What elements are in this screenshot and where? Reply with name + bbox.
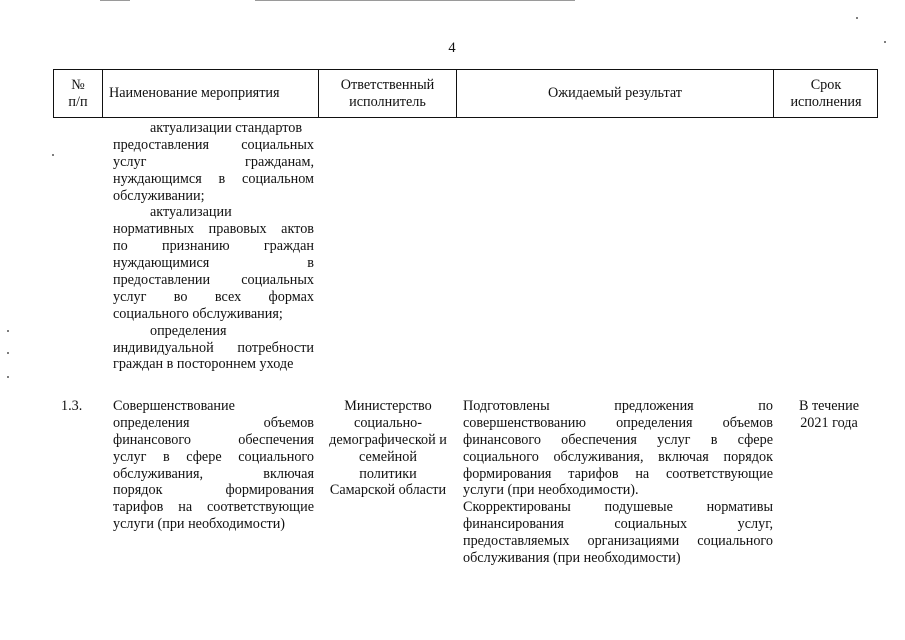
text-line: предоставления социальных: [113, 136, 314, 153]
text-line: услуг во всех формах: [113, 288, 314, 305]
text-line: предоставляемых организациями социального: [463, 533, 773, 550]
text-line: финансового обеспечения услуг в сфере: [463, 431, 773, 448]
text-line: порядок формирования: [113, 482, 314, 499]
text-line: граждан в постороннем уходе: [113, 356, 294, 373]
text-line: социального обслуживания;: [113, 305, 283, 322]
scan-top-line-left: [100, 0, 130, 1]
text-line: обслуживании;: [113, 187, 205, 204]
text-line: финансового обеспечения: [113, 431, 314, 448]
text-line: обслуживания, включая: [113, 465, 314, 482]
text-line: В течение: [798, 398, 860, 414]
scan-speck: [884, 41, 886, 43]
text-line: финансирования социальных услуг,: [463, 516, 773, 533]
continuation-text: [113, 120, 314, 373]
scan-speck: [856, 17, 858, 19]
row-number: 1.3.: [61, 398, 83, 414]
text-line: предоставлении социальных: [113, 272, 314, 289]
text-line: услуги (при необходимости).: [463, 482, 639, 499]
row-result: [463, 398, 773, 567]
text-line: совершенствованию определения объемов: [463, 414, 773, 431]
text-line: социально-: [354, 414, 422, 431]
text-line: определения: [150, 322, 227, 339]
scan-top-line-right: [255, 0, 575, 1]
header-num: № п/п: [68, 76, 88, 110]
scan-speck: [7, 352, 9, 354]
text-line: обслуживания (при необходимости): [463, 550, 681, 567]
header-name: Наименование мероприятия: [109, 85, 280, 101]
text-line: услуг в сфере социального: [113, 448, 314, 465]
text-line: 2021 года: [800, 414, 858, 431]
text-line: демографической и: [329, 431, 447, 448]
text-line: индивидуальной потребности: [113, 339, 314, 356]
text-line: политики: [359, 465, 417, 482]
text-line: Подготовлены предложения по: [463, 398, 773, 414]
header-deadline: Срок исполнения: [790, 76, 862, 110]
text-line: тарифов на соответствующие: [113, 499, 314, 516]
text-line: по признанию граждан: [113, 238, 314, 255]
text-line: социального обслуживания, включая порядок: [463, 448, 773, 465]
text-line: Совершенствование: [113, 398, 235, 414]
text-line: услуг гражданам,: [113, 153, 314, 170]
scan-speck: [52, 154, 54, 156]
scan-speck: [7, 330, 9, 332]
text-line: нуждающимся в социальном: [113, 170, 314, 187]
text-line: Скорректированы подушевые нормативы: [463, 499, 773, 516]
text-line: семейной: [359, 448, 417, 465]
text-line: актуализации стандартов: [150, 120, 303, 136]
header-result: Ожидаемый результат: [548, 85, 682, 101]
table-header: [53, 69, 878, 118]
text-line: нормативных правовых актов: [113, 221, 314, 238]
page-number: 4: [448, 40, 456, 56]
row-deadline: [786, 398, 872, 432]
text-line: актуализации: [150, 204, 232, 221]
row-responsible: [320, 398, 456, 499]
text-line: услуги (при необходимости): [113, 516, 286, 533]
row-name: [113, 398, 314, 533]
text-line: Самарской области: [329, 482, 447, 499]
text-line: нуждающимися в: [113, 255, 314, 272]
scan-speck: [7, 376, 9, 378]
header-responsible: Ответственный исполнитель: [340, 76, 435, 110]
text-line: определения объемов: [113, 414, 314, 431]
text-line: формирования тарифов на соответствующие: [463, 465, 773, 482]
text-line: Министерство: [344, 398, 432, 414]
